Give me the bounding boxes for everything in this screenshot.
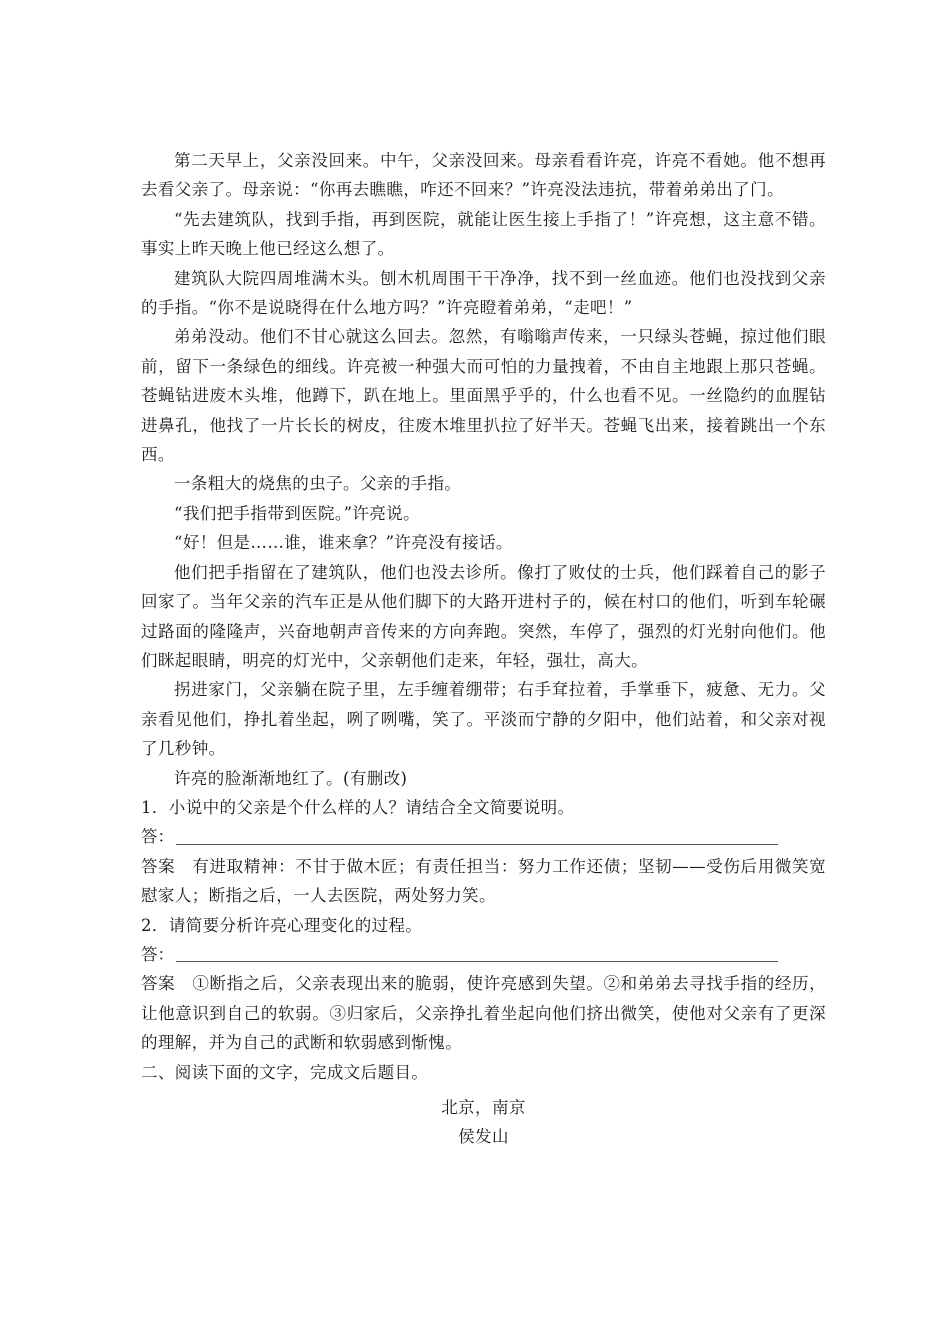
story-paragraph: “我们把手指带到医院。”许亮说。 [174,503,421,523]
story-title: 北京，南京 [441,1098,526,1117]
story-paragraph: 他们把手指留在了建筑队，他们也没去诊所。像打了败仗的士兵，他们踩着自己的影子回家了。当年父亲的汽车正是从他们脚下的大路开进村子的，候在村口的他们，听到车轮碾过路面的隆隆声，兴奋地朝声音传来的方向奔跑。突然，车停了，强烈的灯光射向他们。他们眯起眼睛，明亮的灯光中，父亲朝他们走来，年轻，强壮，高大。 [141,562,826,670]
answer-line [141,822,826,851]
question-2 [141,911,826,1058]
story-paragraph: “好！但是……谁，谁来拿？”许亮没有接话。 [174,533,513,553]
question-1 [141,793,826,911]
story-paragraph: 拐进家门，父亲躺在院子里，左手缠着绷带；右手耷拉着，手掌垂下，疲惫、无力。父亲看见他们，挣扎着坐起，咧了咧嘴，笑了。平淡而宁静的夕阳中，他们站着，和父亲对视了几秒钟。 [141,680,826,759]
story-body [141,146,826,793]
answer-text: 答案 ①断指之后，父亲表现出来的脆弱，使许亮感到失望。②和弟弟去寻找手指的经历，让他意识到自己的软弱。③归家后，父亲挣扎着坐起向他们挤出微笑，使他对父亲有了更深的理解，并为自己的武断和软弱感到惭愧。 [141,974,826,1053]
answer-rule [176,961,778,962]
question-prompt: 2．请简要分析许亮心理变化的过程。 [141,915,423,935]
story-paragraph: 弟弟没动。他们不甘心就这么回去。忽然，有嗡嗡声传来，一只绿头苍蝇，掠过他们眼前，留下一条绿色的细线。许亮被一种强大而可怕的力量拽着，不由自主地跟上那只苍蝇。苍蝇钻进废木头堆，他蹲下，趴在地上。里面黑乎乎的，什么也看不见。一丝隐约的血腥钻进鼻孔，他找了一片长长的树皮，往废木堆里扒拉了好半天。苍蝇飞出来，接着跳出一个东西。 [141,327,826,465]
story-paragraph: 建筑队大院四周堆满木头。刨木机周围干干净净，找不到一丝血迹。他们也没找到父亲的手指。“你不是说晓得在什么地方吗？”许亮瞪着弟弟，“走吧！” [141,268,826,318]
answer-label: 答： [141,827,174,847]
story-author: 侯发山 [458,1127,509,1147]
story-paragraph: 一条粗大的烧焦的虫子。父亲的手指。 [174,474,462,494]
answer-rule [176,844,778,845]
story-paragraph: 第二天早上，父亲没回来。中午，父亲没回来。母亲看看许亮，许亮不看她。他不想再去看父亲了。母亲说：“你再去瞧瞧，咋还不回来？”许亮没法违抗，带着弟弟出了门。 [141,151,826,200]
answer-text: 答案 有进取精神：不甘于做木匠；有责任担当：努力工作还债；坚韧——受伤后用微笑宽慰家人；断指之后，一人去医院，两处努力笑。 [141,856,826,906]
story-paragraph: “先去建筑队，找到手指，再到医院，就能让医生接上手指了！”许亮想，这主意不错。事实上昨天晚上他已经这么想了。 [141,209,826,259]
question-prompt: 1．小说中的父亲是个什么样的人？请结合全文简要说明。 [141,797,575,817]
answer-line [141,940,826,969]
document-page [141,146,826,1152]
answer-label: 答： [141,944,174,964]
section-heading: 二、阅读下面的文字，完成文后题目。 [141,1062,429,1082]
story-paragraph: 许亮的脸渐渐地红了。(有删改) [174,768,408,788]
